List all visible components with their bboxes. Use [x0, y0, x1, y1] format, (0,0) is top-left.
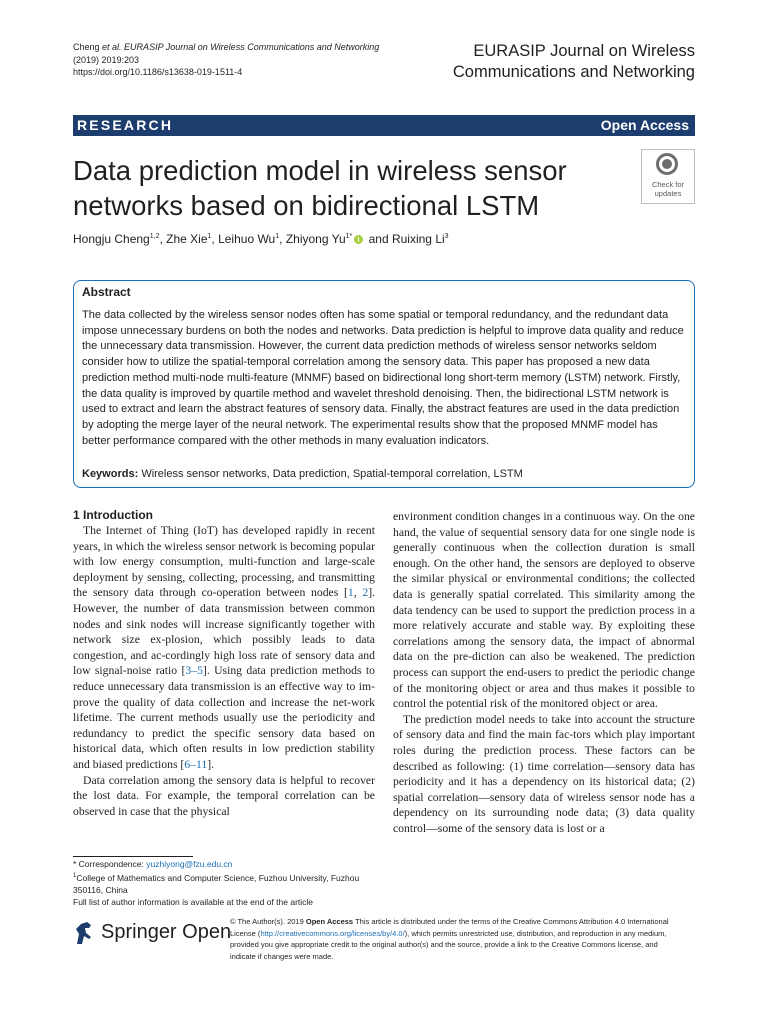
author-name: Zhe Xie	[166, 232, 208, 246]
body-column-right	[393, 509, 695, 836]
citation-journal: et al. EURASIP Journal on Wireless Communications and Networking	[102, 42, 380, 52]
body-column-left	[73, 508, 376, 819]
section-heading: 1 Introduction	[73, 508, 153, 522]
open-access-label: Open Access	[600, 117, 689, 133]
citation-authors: Cheng	[73, 42, 100, 52]
author-name: Hongju Cheng	[73, 232, 150, 246]
author-list: Hongju Cheng$^{1,2}$, Zhe Xie$^1$, Leihuo Wu$^1$, Zhiyong $Yu^{1*}$ and Ruixing Li$^3$	[73, 232, 449, 246]
license-link[interactable]: http://creativecommons.org/licenses/by/4.0/	[260, 928, 405, 938]
citation-link[interactable]: 3–5	[185, 664, 203, 678]
doi-link[interactable]: https://doi.org/10.1186/s13638-019-1511-4	[73, 67, 243, 77]
affiliation: College of Mathematics and Computer Science, Fuzhou University, Fuzhou 350116, China	[73, 872, 360, 895]
footnote-divider	[73, 856, 193, 857]
paragraph: The Internet of Thing (IoT) has developed rapidly in recent years, in which the wireless sensor network is becoming popular with low energy consumption, multi-function and large-scale deployment by sensing, collecting, processing, and transmitting the sensory data through co-operation between nodes [1, 2]. However, the number of data transmission between common nodes and sink nodes will increase significantly together with network size ex-plosion, which possibly leads to data congestion, and ac-cordingly high loss rate of sensory data and low signal-noise ratio [3–5]. Using data prediction methods to reduce unnecessary data transmission is an effective way to im-prove the quality of data collection and increase the net-work lifetime. The current methods usually use the periodicity and redundancy to predict the specific sensory data based on historical data, which often results in low prediction stability and biased predictions [6–11].	[73, 524, 376, 771]
check-for-updates-badge[interactable]	[641, 149, 695, 204]
paragraph: The prediction model needs to take into account the structure of sensory data and find the main fac-tors which play important roles during the prediction process. These factors can be described as following: (1) time correlation—sensory data has periodicity and it has a dependency on its historical data; (2) spatial correlation—sensory data of wireless sensor node has a dependency on its surrounding node data; (3) data quality control—some of the sensory data is lost or a	[393, 712, 695, 835]
citation-header	[73, 41, 413, 79]
license-text: © The Author(s). 2019 Open Access This article is distributed under the terms of the Creative Commons Attribution 4.0 International License (http://creativecommons.org/licenses/by/4.0/), which permits unrestricted use, distribution, and reproduction in any medium, provided you give appropriate credit to the original author(s) and the source, provide a link to the Creative Commons license, and indicate if changes were made.	[230, 917, 669, 961]
abstract-text: The data collected by the wireless sensor nodes often has some spatial or temporal redundancy, and the redundant data impose unnecessary burdens on both the nodes and networks. Data prediction is helpful to improve data quality and reduce the unnecessary data transmission. However, the current data prediction methods of wireless sensor networks seldom consider how to utilize the spatial-temporal correlation among the sensory data. This paper has proposed a new data prediction method multi-node multi-feature (MNMF) based on bidirectional long short-term memory (LSTM) network. Firstly, the data quality is improved by quartile method and wavelet threshold denoising. Then, the bidirectional LSTM network is used to extract and learn the abstract features of sensory data. Finally, the abstract features are used in the data prediction by adopting the merge layer of the neural network. The experimental results show that the proposed MNMF model has better performance compared with the other methods in many evaluation indicators.	[82, 309, 684, 447]
article-type-label: RESEARCH	[77, 117, 174, 133]
footnotes: * Correspondence: yuzhiyong@fzu.edu.cn $^1$College of Mathematics and Computer Science, Fuzhou University, Fuzhou 350116, China Full list of author information is available at the end of the article	[73, 858, 373, 908]
paragraph: environment condition changes in a continuous way. On the one hand, the value of sequential sensory data for one single node is generally continuous when the collection duration is small enough. On the other hand, the sensors are deployed to observe the similar physical or environmental conditions; the collected data is generally spatial correlated. This similarity among the data tendency can be used to support the prediction process in a more relatively accurate and stable way. By exploiting these correlations among the sensory data, the impact of abnormal data on the pre-diction can also be weakened. The prediction process can support the end-users to predict the periodic change of the monitoring object or area and thus makes it possible to control the potential risk of the monitored object or area.	[393, 510, 695, 711]
correspondence-label: * Correspondence:	[73, 859, 144, 869]
correspondence-email-link[interactable]: yuzhiyong@fzu.edu.cn	[146, 859, 233, 869]
check-updates-line2: updates	[654, 188, 682, 198]
journal-name-line2: Communications and Networking	[452, 63, 695, 81]
publisher-name: Springer Open	[101, 921, 232, 943]
citation-link[interactable]: 1	[347, 586, 354, 600]
citation-link[interactable]: 6–11	[184, 757, 208, 771]
keywords	[82, 468, 523, 480]
abstract-box	[73, 280, 695, 488]
springer-horse-icon	[73, 920, 95, 946]
citation-volume: (2019) 2019:203	[73, 54, 140, 65]
paragraph: Data correlation among the sensory data is helpful to recover the lost data. For example, the temporal correlation can be observed in case that the physical	[73, 773, 375, 818]
author-name: and Ruixing Li	[368, 232, 445, 246]
journal-name-line1: EURASIP Journal on Wireless	[473, 42, 695, 60]
author-name: Leihuo Wu	[218, 232, 276, 246]
article-type-bar	[73, 115, 695, 136]
orcid-icon[interactable]	[354, 235, 363, 244]
author-name: Zhiyong Yu	[285, 232, 346, 246]
keywords-list: Wireless sensor networks, Data prediction, Spatial-temporal correlation, LSTM	[141, 468, 523, 480]
citation-link[interactable]: 2	[362, 586, 369, 600]
journal-name	[453, 41, 695, 83]
abstract-heading: Abstract	[82, 285, 131, 299]
page-title: Data prediction model in wireless sensor networks based on bidirectional LSTM	[73, 155, 567, 221]
author-info-note: Full list of author information is available at the end of the article	[73, 896, 314, 907]
check-updates-line1: Check for	[651, 180, 685, 189]
keywords-label: Keywords:	[82, 468, 139, 480]
